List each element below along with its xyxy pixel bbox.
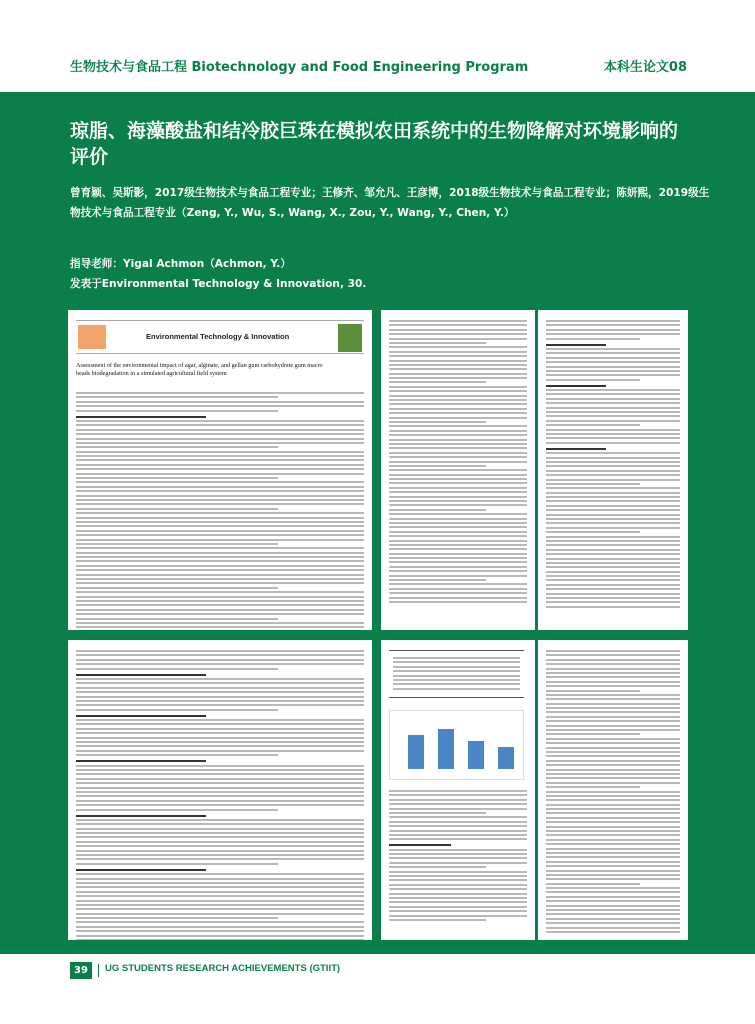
page-header bbox=[0, 0, 755, 92]
paper-figure-chart bbox=[389, 710, 524, 780]
advisor-line: 指导老师：Yigal Achmon（Achmon, Y.） bbox=[70, 258, 291, 270]
publisher-logo bbox=[78, 325, 106, 349]
paper-page-6 bbox=[538, 640, 688, 940]
paper-page-4 bbox=[68, 640, 372, 940]
program-title: 生物技术与食品工程 Biotechnology and Food Engineering Program bbox=[70, 60, 529, 75]
paper-body-text bbox=[389, 320, 527, 605]
paper-body-text bbox=[546, 650, 680, 935]
footer-text: UG STUDENTS RESEARCH ACHIEVEMENTS (GTIIT) bbox=[105, 963, 341, 974]
paper-page-5 bbox=[381, 640, 535, 940]
paper-thumbnails bbox=[68, 310, 688, 940]
paper-body-text bbox=[76, 650, 364, 940]
paper-page-1 bbox=[68, 310, 372, 630]
paper-table bbox=[389, 650, 524, 698]
paper-page-2 bbox=[381, 310, 535, 630]
paper-body-text bbox=[546, 320, 680, 610]
paper-title: Assessment of the environmental impact of agar, alginate, and gellan gum carbohydrate gum macro beads biodegradation in a simulated agricultural field system bbox=[76, 362, 323, 377]
journal-name: Environmental Technology & Innovation bbox=[146, 332, 290, 341]
page-number: 39 bbox=[70, 962, 92, 979]
journal-banner bbox=[76, 320, 364, 354]
article-title: 琼脂、海藻酸盐和结冷胶巨珠在模拟农田系统中的生物降解对环境影响的评价 bbox=[70, 120, 679, 168]
page-footer bbox=[0, 954, 755, 1024]
authors-line: 曾育颖、吴斯影，2017级生物技术与食品工程专业；王修齐、邹允凡、王彦博，2018级生物技术与食品工程专业；陈妍熙，2019级生物技术与食品工程专业（Zeng, Y., Wu, S., Wang, X., Zou, Y., Wang, Y., Chen, Y.） bbox=[70, 187, 710, 219]
advisor-block bbox=[70, 254, 710, 294]
paper-body-text bbox=[76, 392, 364, 630]
footer-divider bbox=[98, 964, 99, 977]
journal-cover bbox=[338, 324, 362, 352]
section-label: 本科生论文08 bbox=[603, 60, 687, 75]
published-line: 发表于Environmental Technology & Innovation, 30. bbox=[70, 278, 367, 290]
paper-body-text bbox=[389, 790, 527, 923]
paper-page-3 bbox=[538, 310, 688, 630]
